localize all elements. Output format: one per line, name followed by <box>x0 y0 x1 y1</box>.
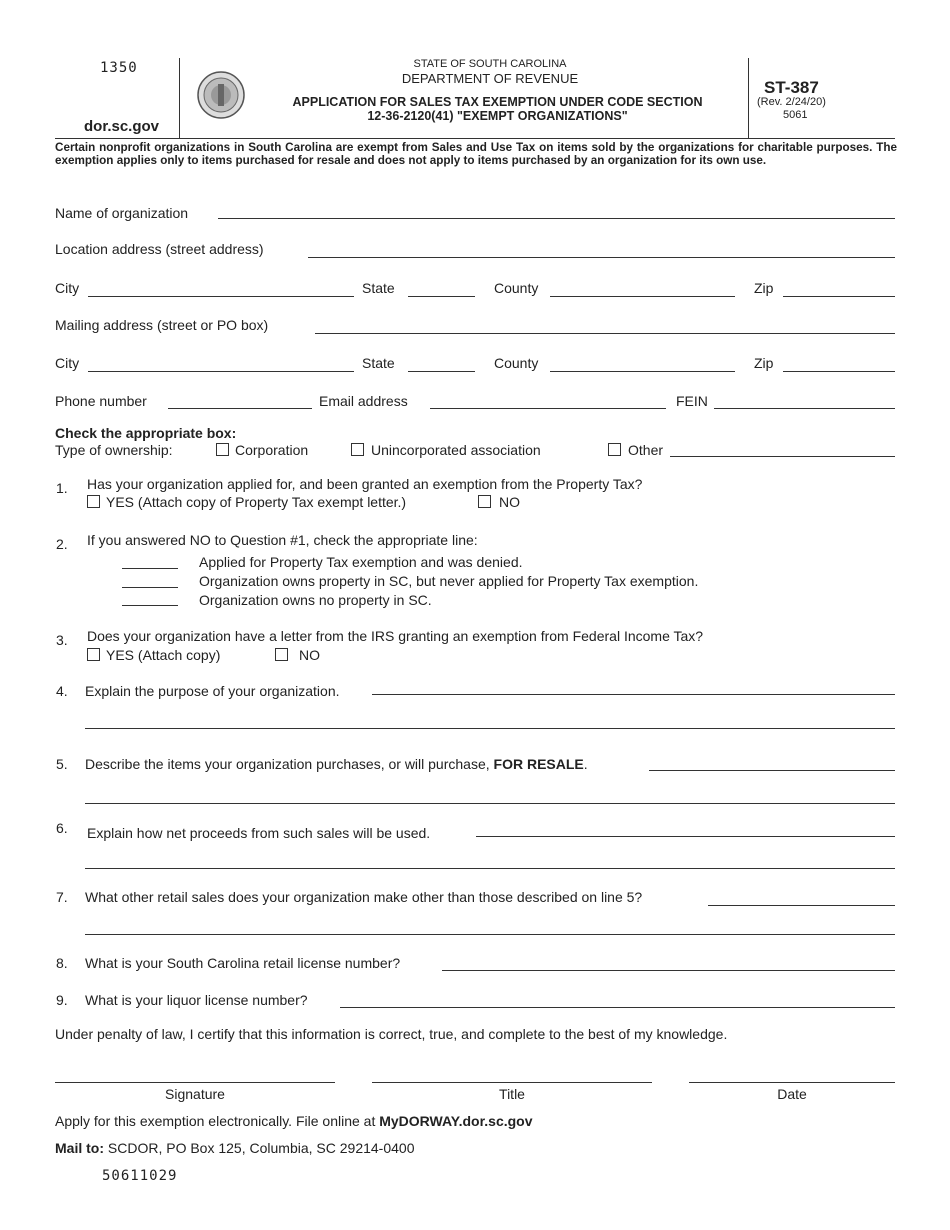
q1-number: 1. <box>56 480 68 496</box>
mailing-address-field[interactable] <box>315 333 895 334</box>
state-label: State <box>362 280 395 296</box>
q3-yes-label: YES (Attach copy) <box>106 647 221 663</box>
title-field[interactable] <box>372 1082 652 1083</box>
corporation-label: Corporation <box>235 442 309 458</box>
mailing-city-field[interactable] <box>88 371 354 372</box>
q2-number: 2. <box>56 536 68 552</box>
date-label: Date <box>777 1086 807 1102</box>
city-label: City <box>55 280 80 296</box>
q5-field-line2[interactable] <box>85 803 895 804</box>
unincorporated-label: Unincorporated association <box>371 442 541 458</box>
q9-number: 9. <box>56 992 68 1008</box>
phone-label: Phone number <box>55 393 147 409</box>
q6-text: Explain how net proceeds from such sales will be used. <box>87 825 431 841</box>
intro-text: Certain nonprofit organizations in South Carolina are exempt from Sales and Use Tax on items sold by the organizations for charitable purposes. The exemption applies only to items purchased for resale and does not apply to items purchased by an organization for its own use. <box>55 141 897 167</box>
fein-label: FEIN <box>676 393 708 409</box>
q2-option3-label: Organization owns no property in SC. <box>199 592 432 608</box>
q7-text: What other retail sales does your organization make other than those described on line 5? <box>85 889 643 905</box>
q5-field-line1[interactable] <box>649 770 895 771</box>
mail-to-address: SCDOR, PO Box 125, Columbia, SC 29214-0400 <box>104 1140 415 1156</box>
certification-text: Under penalty of law, I certify that this information is correct, true, and complete to the best of my knowledge. <box>55 1026 728 1042</box>
signature-label: Signature <box>165 1086 225 1102</box>
email-field[interactable] <box>430 408 666 409</box>
apply-online-prefix: Apply for this exemption electronically. File online at <box>55 1113 380 1129</box>
mailing-zip-field[interactable] <box>783 371 895 372</box>
q3-text: Does your organization have a letter from the IRS granting an exemption from Federal Income Tax? <box>87 628 704 644</box>
mailing-county-label: County <box>494 355 539 371</box>
q3-no-checkbox[interactable] <box>275 648 288 661</box>
title-label: Title <box>499 1086 525 1102</box>
q1-no-checkbox[interactable] <box>478 495 491 508</box>
form-revision: (Rev. 2/24/20) <box>757 96 826 108</box>
q2-option2-line[interactable] <box>122 587 178 588</box>
header-divider-left <box>179 58 180 138</box>
mail-to-label: Mail to: <box>55 1140 104 1156</box>
q4-field-line2[interactable] <box>85 728 895 729</box>
website: dor.sc.gov <box>84 118 160 135</box>
q7-field-line1[interactable] <box>708 905 895 906</box>
form-title-line1: APPLICATION FOR SALES TAX EXEMPTION UNDER CODE SECTION <box>292 95 703 109</box>
fein-field[interactable] <box>714 408 895 409</box>
unincorporated-checkbox[interactable] <box>351 443 364 456</box>
mailing-county-field[interactable] <box>550 371 735 372</box>
q9-field[interactable] <box>340 1007 895 1008</box>
mailing-state-field[interactable] <box>408 371 475 372</box>
q3-number: 3. <box>56 632 68 648</box>
other-checkbox[interactable] <box>608 443 621 456</box>
zip-field[interactable] <box>783 296 895 297</box>
location-address-label: Location address (street address) <box>55 241 264 257</box>
q4-text: Explain the purpose of your organization. <box>85 683 340 699</box>
form-code: 1350 <box>100 60 138 76</box>
q7-field-line2[interactable] <box>85 934 895 935</box>
zip-label: Zip <box>754 280 774 296</box>
header-divider-right <box>748 58 749 138</box>
q9-text: What is your liquor license number? <box>85 992 308 1008</box>
mydorway-link[interactable]: MyDORWAY.dor.sc.gov <box>379 1113 533 1129</box>
q5-text-before: Describe the items your organization purchases, or will purchase, <box>85 756 494 772</box>
q6-field-line1[interactable] <box>476 836 895 837</box>
q6-field-line2[interactable] <box>85 868 895 869</box>
mailing-zip-label: Zip <box>754 355 774 371</box>
q6-number: 6. <box>56 820 68 836</box>
q2-text: If you answered NO to Question #1, check the appropriate line: <box>87 532 478 548</box>
q1-no-label: NO <box>499 494 520 510</box>
q3-yes-checkbox[interactable] <box>87 648 100 661</box>
q2-option3-line[interactable] <box>122 605 178 606</box>
q4-number: 4. <box>56 683 68 699</box>
header-bottom-rule <box>55 138 895 139</box>
q8-field[interactable] <box>442 970 895 971</box>
mailing-city-label: City <box>55 355 80 371</box>
mailing-address-label: Mailing address (street or PO box) <box>55 317 269 333</box>
q2-option2-label: Organization owns property in SC, but never applied for Property Tax exemption. <box>199 573 699 589</box>
state-name: STATE OF SOUTH CAROLINA <box>413 58 567 70</box>
q2-option1-label: Applied for Property Tax exemption and was denied. <box>199 554 523 570</box>
q1-text: Has your organization applied for, and been granted an exemption from the Property Tax? <box>87 476 643 492</box>
mailing-state-label: State <box>362 355 395 371</box>
location-address-field[interactable] <box>308 257 895 258</box>
q5-text-bold: FOR RESALE <box>493 756 584 772</box>
form-title-line2: 12-36-2120(41) "EXEMPT ORGANIZATIONS" <box>367 109 628 123</box>
mail-to-text <box>55 1140 415 1156</box>
date-field[interactable] <box>689 1082 895 1083</box>
q5-number: 5. <box>56 756 68 772</box>
county-field[interactable] <box>550 296 735 297</box>
q5-text <box>85 756 588 772</box>
state-field[interactable] <box>408 296 475 297</box>
org-name-field[interactable] <box>218 218 895 219</box>
q8-number: 8. <box>56 955 68 971</box>
signature-field[interactable] <box>55 1082 335 1083</box>
org-name-label: Name of organization <box>55 205 189 221</box>
q1-yes-label: YES (Attach copy of Property Tax exempt letter.) <box>106 494 407 510</box>
apply-online-text <box>55 1113 533 1129</box>
other-label: Other <box>628 442 664 458</box>
state-seal-icon <box>196 70 246 120</box>
city-field[interactable] <box>88 296 354 297</box>
department-name: DEPARTMENT OF REVENUE <box>401 71 579 86</box>
q8-text: What is your South Carolina retail license number? <box>85 955 401 971</box>
form-number: ST-387 <box>764 78 819 97</box>
county-label: County <box>494 280 539 296</box>
q4-field-line1[interactable] <box>372 694 895 695</box>
q7-number: 7. <box>56 889 68 905</box>
form-id: 5061 <box>783 109 808 121</box>
corporation-checkbox[interactable] <box>216 443 229 456</box>
q2-option1-line[interactable] <box>122 568 178 569</box>
q5-text-after: . <box>583 756 588 772</box>
barcode-number: 50611029 <box>102 1168 178 1184</box>
phone-field[interactable] <box>168 408 312 409</box>
ownership-heading: Check the appropriate box: <box>55 425 237 441</box>
other-field[interactable] <box>670 456 895 457</box>
ownership-type-label: Type of ownership: <box>55 442 173 458</box>
email-label: Email address <box>319 393 408 409</box>
q1-yes-checkbox[interactable] <box>87 495 100 508</box>
q3-no-label: NO <box>299 647 320 663</box>
